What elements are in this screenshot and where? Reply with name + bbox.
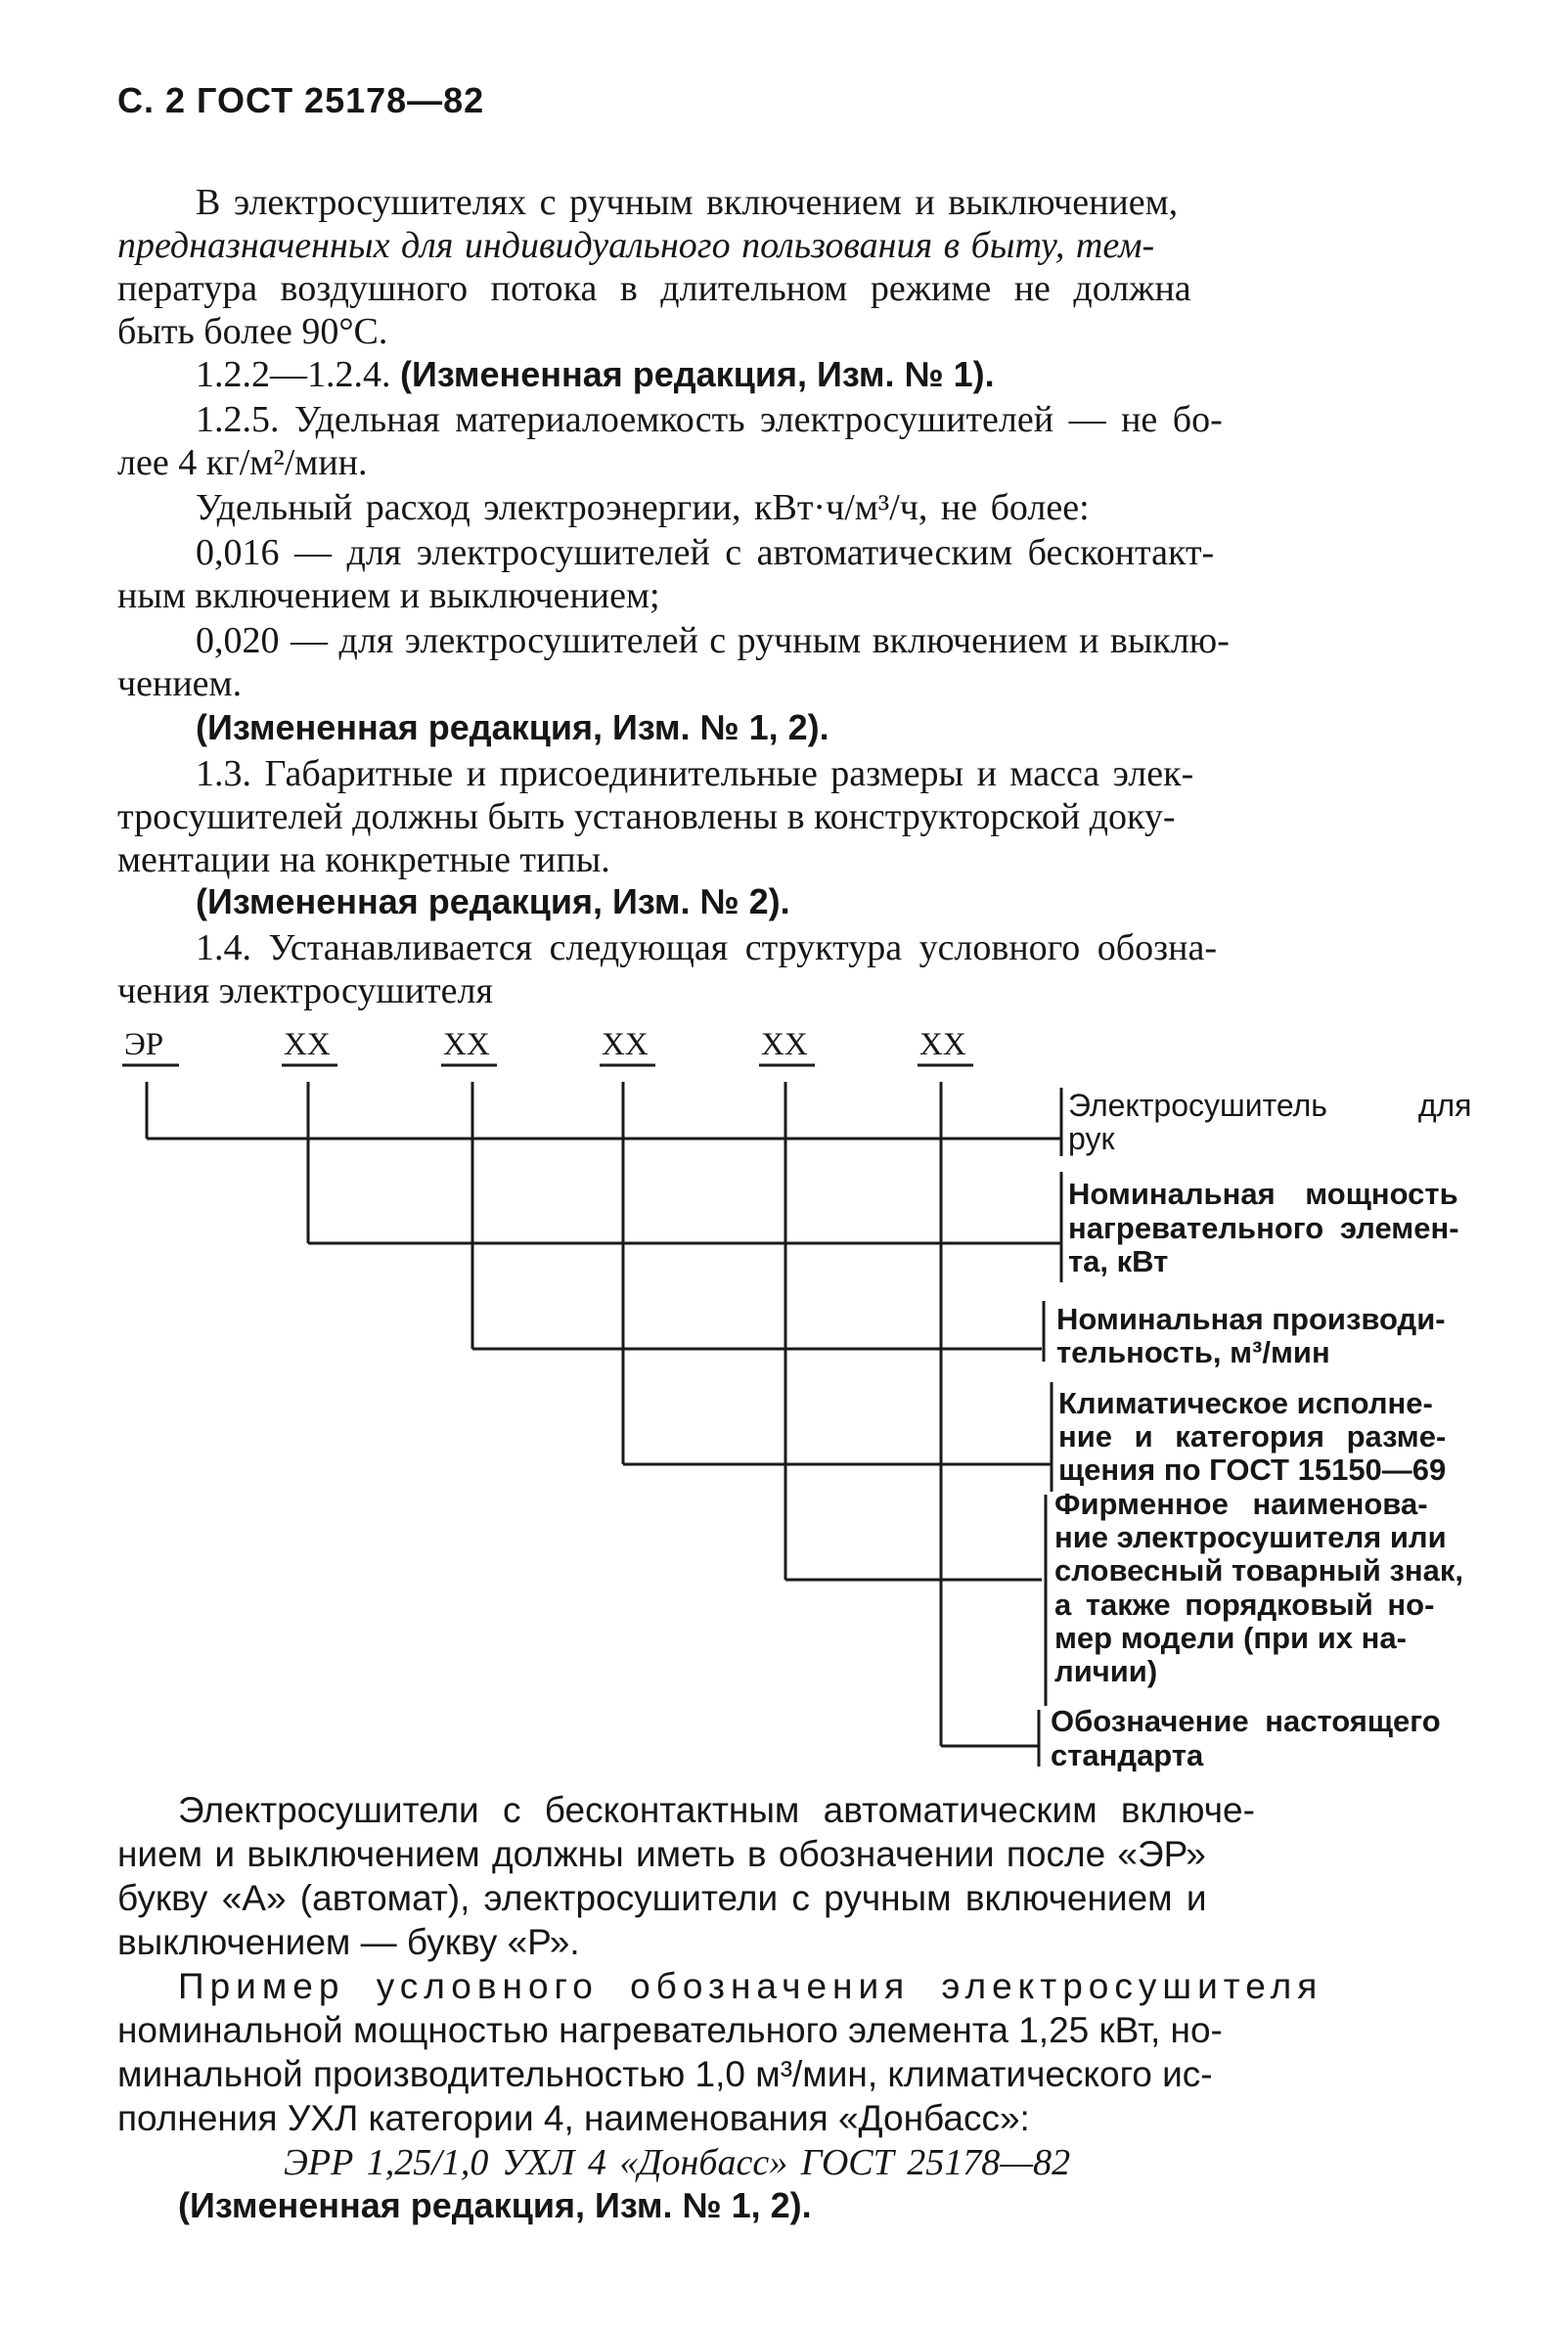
label-line: щения по ГОСТ 15150—69 (1058, 1453, 1447, 1487)
text-line: В электросушителях с ручным включением и выключением, (196, 182, 1179, 223)
label-line: Фирменное наименова- (1054, 1487, 1428, 1521)
text-line: 1.4. Устанавливается следующая структура условного обозна- (196, 927, 1218, 968)
text-line: букву «А» (автомат), электросушители с ручным включением и (117, 1878, 1207, 1918)
text-line: предназначенных для индивидуального пользования в быту, тем- (117, 225, 1155, 266)
text-line: выключением — букву «Р». (117, 1922, 580, 1962)
designation-example: ЭРР 1,25/1,0 УХЛ 4 «Донбасс» ГОСТ 25178—82 (284, 2142, 1071, 2183)
text-line: лее 4 кг/м²/мин. (117, 442, 368, 483)
label-line: ние электросушителя или (1054, 1520, 1447, 1554)
text-line: чением. (117, 663, 243, 704)
clause-number: 1.2.2—1.2.4. (196, 354, 391, 395)
label-line: а также порядковый но- (1054, 1588, 1435, 1622)
text-line: номинальной мощностью нагревательного элемента 1,25 кВт, но- (117, 2010, 1223, 2050)
text-line: Удельный расход электроэнергии, кВт·ч/м³/ч, не более: (196, 487, 1090, 528)
label-line: Электросушитель для (1068, 1088, 1472, 1123)
label-line: Номинальная производи- (1056, 1302, 1446, 1336)
label-line: та, кВт (1068, 1244, 1169, 1278)
text-line: Электросушители с бесконтактным автоматическим включе- (178, 1790, 1255, 1830)
label-line: личии) (1054, 1654, 1158, 1688)
amendment-note: (Измененная редакция, Изм. № 2). (196, 881, 790, 921)
code-xx: ХХ (919, 1027, 966, 1062)
text-line: 0,020 — для электросушителей с ручным включением и выклю- (196, 620, 1230, 661)
page-header: С. 2 ГОСТ 25178—82 (117, 80, 485, 120)
code-xx: ХХ (602, 1027, 649, 1062)
text-line: 1.3. Габаритные и присоединительные размеры и масса элек- (196, 753, 1194, 794)
label-line: Номинальная мощность (1068, 1177, 1458, 1211)
label-line: нагревательного элемен- (1068, 1211, 1459, 1245)
text-line: ментации на конкретные типы. (117, 839, 610, 880)
label-line: мер модели (при их на- (1054, 1621, 1407, 1655)
text-line: 1.2.5. Удельная материалоемкость электросушителей — не бо- (196, 399, 1223, 440)
label-line: словесный товарный знак, (1054, 1553, 1463, 1588)
label-line: ние и категория разме- (1058, 1419, 1447, 1454)
amendment-note: (Измененная редакция, Изм. № 1). (400, 354, 995, 394)
text-line: минальной производительностью 1,0 м³/мин, климатического ис- (117, 2054, 1213, 2094)
code-xx: ХХ (761, 1027, 808, 1062)
code-er: ЭР (124, 1027, 164, 1062)
text-line: полнения УХЛ категории 4, наименования «Донбасс»: (117, 2098, 1030, 2138)
text-line: 0,016 — для электросушителей с автоматическим бесконтакт- (196, 532, 1215, 573)
label-line: тельность, м³/мин (1056, 1335, 1330, 1369)
label-line: рук (1068, 1121, 1115, 1156)
text-line: чения электросушителя (117, 970, 493, 1011)
text-line: пература воздушного потока в длительном режиме не должна (117, 268, 1191, 309)
example-heading: Пример условного обозначения электросушителя (178, 1966, 1323, 2006)
amendment-note: (Измененная редакция, Изм. № 1, 2). (196, 707, 829, 747)
label-line: стандарта (1051, 1738, 1204, 1772)
label-line: Климатическое исполне- (1058, 1386, 1433, 1420)
text-line: тросушителей должны быть установлены в конструкторской доку- (117, 796, 1176, 837)
label-line: Обозначение настоящего (1051, 1704, 1441, 1738)
text-line: ным включением и выключением; (117, 575, 660, 616)
code-xx: ХХ (443, 1027, 490, 1062)
amendment-note: (Измененная редакция, Изм. № 1, 2). (178, 2185, 812, 2225)
code-xx: ХХ (284, 1027, 331, 1062)
text-line: быть более 90°С. (117, 311, 388, 352)
text-line: нием и выключением должны иметь в обозначении после «ЭР» (117, 1834, 1206, 1874)
